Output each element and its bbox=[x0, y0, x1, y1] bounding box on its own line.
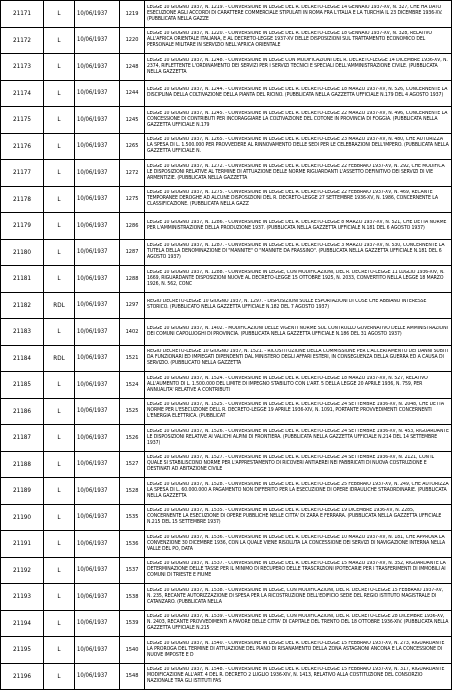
record-number: 21174 bbox=[1, 80, 44, 107]
record-description-cell bbox=[145, 584, 452, 611]
record-page-number: 1286 bbox=[120, 213, 145, 240]
record-description: LEGGE 10 GIUGNO 1937, N. 1265. - CONVERSIONE IN LEGGE DEL R. DECRETO-LEGGE 23 MARZO 1937-XV, N. 480, CHE AUTORIZZA LA SPESA DI L. 1.500.000 PER PROVVEDERE AL RINNOVAMENTO DELLE SEDI PER LE CELEBRAZIONI DELL'IMPERO. (PUBBLICATA NELLA GAZZETTA UFFICIALE N. bbox=[147, 137, 449, 155]
record-date: 10/06/1937 bbox=[75, 160, 120, 187]
record-date: 10/06/1937 bbox=[75, 186, 120, 213]
record-type: RDL bbox=[44, 292, 75, 319]
record-page-number: 1248 bbox=[120, 54, 145, 81]
record-description-cell bbox=[145, 239, 452, 266]
record-description: LEGGE 10 GIUGNO 1937, N. 1219. - CONVERSIONE IN LEGGE DEL R. DECRETO-LEGGE 14 GENNAIO 1937-XV, N. 327, CHE HA DATO ESECUZIONE AGLI ACCORDI DI CARATTERE COMMERCIALE STIPULATI IN ROMA FRA L'ITALIA E LA TURCHIA IL 23 DICEMBRE 1936-XV. (PUBBLICATA NELLA GAZZE bbox=[147, 4, 443, 22]
record-type: L bbox=[44, 1, 75, 28]
record-date: 10/06/1937 bbox=[75, 266, 120, 293]
record-description: LEGGE 10 GIUGNO 1937, N. 1539. - CONVERSIONE IN LEGGE, CON MODIFICAZIONI, DEL R. DECRETO-LEGGE 28 DICEMBRE 1936-XV, N. 2403, RECANTE PROVVEDIMENTI A FAVORE DELLE CITTA' DI CAPITALE DEL TRENTO DEL 18 OTTOBRE 1936-XIV. (PUBBLICATA NELLA GAZZETTA UFFICIALE N.215 bbox=[147, 614, 449, 632]
record-type: L bbox=[44, 160, 75, 187]
record-description: LEGGE 10 GIUGNO 1937, N. 1528. - CONVERSIONE IN LEGGE DEL R. DECRETO-LEGGE 25 FEBBRAIO 1937-XV, N. 249, CHE AUTORIZZA LA SPESA DI L. 60.000.000 A PAGAMENTO NON DIFFERITO PER LA ESECUZIONE DI OPERE IDRAULICHE STRAORDINARIE. (PUBBLICATA NELLA GAZZETTA bbox=[147, 481, 449, 499]
table-row bbox=[1, 531, 452, 558]
record-description-cell bbox=[145, 372, 452, 399]
record-type: L bbox=[44, 107, 75, 134]
record-page-number: 1220 bbox=[120, 27, 145, 54]
record-page-number: 1219 bbox=[120, 1, 145, 28]
record-number: 21175 bbox=[1, 107, 44, 134]
record-description-cell bbox=[145, 213, 452, 240]
record-page-number: 1535 bbox=[120, 504, 145, 531]
record-number: 21171 bbox=[1, 1, 44, 28]
record-description: LEGGE 10 GIUGNO 1937, N. 1538. - CONVERSIONE IN LEGGE, CON MODIFICAZIONI, DEL R. DECRETO-LEGGE 15 FEBBRAIO 1937-XV, N. 235, RECANTE AUTORIZZAZIONE DI SPESA PER LA RICOSTRUZIONE DELL'EDIFICIO SEDE DEL REGIO ISTITUTO MAGISTRALE DI CATANZARO. (PUBBLICATA NELLA bbox=[147, 587, 444, 605]
record-description: REGIO DECRETO-LEGGE 10 GIUGNO 1937, N. 1521. - RICOSTITUZIONE DELLA COMMISSIONE PER L'ACCERTAMENTO DEI DANNI SUBITI DA FUNZIONARI ED IMPIEGATI DIPENDENTI DAL MINISTERO DEGLI AFFARI ESTERI, IN CONSEGUENZA DELLA GUERRA ED A CAUSA DI SERVIZIO. (PUBBLICATO NELLA GAZZETTA bbox=[147, 349, 449, 367]
record-type: L bbox=[44, 319, 75, 346]
record-date: 10/06/1937 bbox=[75, 1, 120, 28]
record-type: L bbox=[44, 398, 75, 425]
record-date: 10/06/1937 bbox=[75, 451, 120, 478]
record-description-cell bbox=[145, 398, 452, 425]
table-row bbox=[1, 504, 452, 531]
record-type: L bbox=[44, 557, 75, 584]
record-description: LEGGE 10 GIUGNO 1937, N. 1537. - CONVERSIONE IN LEGGE DEL R. DECRETO-LEGGE 15 MARZO 1937-XV, N. 352, RIGUARDANTE LA DETERMINAZIONE DELLE TASSE PER IL MINIMO DI RECUPERO DELLE TRASCRIZIONI IPOTECARIE PER I TRASFERIMENTI DI IMMOBILI AI COMUNI DI TRIESTE E FIUME bbox=[147, 561, 446, 579]
record-number: 21184 bbox=[1, 345, 44, 372]
record-type: L bbox=[44, 504, 75, 531]
record-page-number: 1548 bbox=[120, 663, 145, 690]
record-date: 10/06/1937 bbox=[75, 319, 120, 346]
record-description: REGIO DECRETO-LEGGE 10 GIUGNO 1937, N. 1297. - DISPOSIZIONI SULLE ESPORTAZIONI DI COSE CHE ABBIANO INTERESSE STORICO. (PUBBLICATO NELLA GAZZETTA UFFICIALE N.182 DEL 7 AGOSTO 1937) bbox=[147, 299, 427, 311]
record-date: 10/06/1937 bbox=[75, 425, 120, 452]
record-number: 21194 bbox=[1, 610, 44, 637]
table-row bbox=[1, 213, 452, 240]
record-description-cell bbox=[145, 160, 452, 187]
record-page-number: 1272 bbox=[120, 160, 145, 187]
record-page-number: 1524 bbox=[120, 372, 145, 399]
table-row bbox=[1, 398, 452, 425]
record-date: 10/06/1937 bbox=[75, 133, 120, 160]
record-number: 21176 bbox=[1, 133, 44, 160]
record-description: LEGGE 10 GIUGNO 1937, N. 1287. - CONVERSIONE IN LEGGE DEL R. DECRETO-LEGGE 3 MARZO 1937-XV, N. 530, CONCERNENTE LA TUTELA DELLA DENOMINAZIONE DI "MANNITE" O "MANNITE DA FRASSINO". (PUBBLICATA NELLA GAZZETTA UFFICIALE N.181 DEL 6 AGOSTO 1937) bbox=[147, 243, 445, 261]
record-type: L bbox=[44, 531, 75, 558]
record-number: 21173 bbox=[1, 54, 44, 81]
record-type: L bbox=[44, 213, 75, 240]
record-date: 10/06/1937 bbox=[75, 584, 120, 611]
record-description-cell bbox=[145, 133, 452, 160]
record-description: LEGGE 10 GIUGNO 1937, N. 1540. - CONVERSIONE IN LEGGE DEL R. DECRETO-LEGGE 15 FEBBRAIO 1937-XV, N. 273, RIGUARDANTE LA PROROGA DEL TERMINE DI ATTUAZIONE DEL PIANO DI RISANAMENTO DELLA ZONA ASTAGNONI ANCONA E LA CONCESSIONE DI NUOVE IMPOSTE E D bbox=[147, 640, 445, 658]
table-row bbox=[1, 557, 452, 584]
record-page-number: 1287 bbox=[120, 239, 145, 266]
record-type: L bbox=[44, 584, 75, 611]
record-page-number: 1521 bbox=[120, 345, 145, 372]
table-row bbox=[1, 160, 452, 187]
record-type: L bbox=[44, 27, 75, 54]
record-description: LEGGE 10 GIUGNO 1937, N. 1244. - CONVERSIONE IN LEGGE DEL R. DECRETO-LEGGE 18 MARZO 1937-XV, N. 526, CONCERNENTE LA DISCIPLINA DELLA COLTIVAZIONE DELLA PIANTA DEL RICINO. (PUBBLICATA NELLA GAZZETTA UFFICIALE N.179 DEL 4 AGOSTO 1937) bbox=[147, 87, 448, 99]
record-description-cell bbox=[145, 292, 452, 319]
record-date: 10/06/1937 bbox=[75, 504, 120, 531]
record-date: 10/06/1937 bbox=[75, 531, 120, 558]
record-description-cell bbox=[145, 557, 452, 584]
table-row bbox=[1, 663, 452, 690]
table-row bbox=[1, 372, 452, 399]
record-description: LEGGE 10 GIUGNO 1937, N. 1527. - CONVERSIONE IN LEGGE DEL R. DECRETO-LEGGE 24 SETTEMBRE 1936-XV, N. 2121, CON IL QUALE SI STABILISCONO NORME PER L'APPRESTAMENTO DI RICOVERI ANTIAEREI NEI FABBRICATI DI NUOVA COSTRUZIONE E DESTINATI AD ABITAZIONE CIVILE bbox=[147, 455, 435, 473]
table-row bbox=[1, 292, 452, 319]
table-row bbox=[1, 186, 452, 213]
table-row bbox=[1, 54, 452, 81]
record-description-cell bbox=[145, 345, 452, 372]
record-page-number: 1245 bbox=[120, 107, 145, 134]
record-type: L bbox=[44, 133, 75, 160]
record-date: 10/06/1937 bbox=[75, 637, 120, 664]
record-description-cell bbox=[145, 425, 452, 452]
table-row bbox=[1, 319, 452, 346]
record-date: 10/06/1937 bbox=[75, 213, 120, 240]
record-number: 21192 bbox=[1, 557, 44, 584]
record-type: L bbox=[44, 372, 75, 399]
record-date: 10/06/1937 bbox=[75, 239, 120, 266]
record-number: 21186 bbox=[1, 398, 44, 425]
record-date: 10/06/1937 bbox=[75, 398, 120, 425]
table-row bbox=[1, 637, 452, 664]
record-description: LEGGE 10 GIUGNO 1937, N. 1275. - CONVERSIONE IN LEGGE DEL R. DECRETO-LEGGE 22 FEBBRAIO 1937-XV, N. 469, RECANTE TEMPORANEE DEROGHE AD ALCUNE DISPOSIZIONI DEL R. DECRETO-LEGGE 27 SETTEMBRE 1936-XV, N. 1986, CONCERNENTE LA CLASSIFICAZIONE. (PUBBLICATA NELLA GAZZ bbox=[147, 190, 438, 208]
record-description-cell bbox=[145, 478, 452, 505]
table-row bbox=[1, 584, 452, 611]
record-date: 10/06/1937 bbox=[75, 292, 120, 319]
record-number: 21190 bbox=[1, 504, 44, 531]
record-description: LEGGE 10 GIUGNO 1937, N. 1288. - CONVERSIONE IN LEGGE, CON MODIFICAZIONI, DEL R. DECRETO-LEGGE 11 LUGLIO 1936-XIV, N. 1669, RIGUARDANTE DISPOSIZIONI NUOVE AL DECRETO-LEGGE 15 OTTOBRE 1925, N. 2033, CONVERTITO NELLA LEGGE 18 MARZO 1926, N. 562, CONC bbox=[147, 269, 445, 287]
record-type: L bbox=[44, 451, 75, 478]
record-number: 21181 bbox=[1, 266, 44, 293]
record-page-number: 1539 bbox=[120, 610, 145, 637]
record-date: 10/06/1937 bbox=[75, 372, 120, 399]
record-description-cell bbox=[145, 504, 452, 531]
record-date: 10/06/1937 bbox=[75, 107, 120, 134]
record-page-number: 1244 bbox=[120, 80, 145, 107]
record-description-cell bbox=[145, 531, 452, 558]
record-description-cell bbox=[145, 663, 452, 690]
record-type: L bbox=[44, 637, 75, 664]
record-description: LEGGE 10 GIUGNO 1937, N. 1526. - CONVERSIONE IN LEGGE DEL R. DECRETO-LEGGE 24 SETTEMBRE 1936-XV, N. 453, RIGUARDANTE LE DISPOSIZIONI RELATIVE AI VALICHI ALPINI DI FRONTIERA. (PUBBLICATA NELLA GAZZETTA UFFICIALE N.214 DEL 14 SETTEMBRE 1937) bbox=[147, 428, 449, 446]
table-row bbox=[1, 345, 452, 372]
record-date: 10/06/1937 bbox=[75, 27, 120, 54]
table-row bbox=[1, 425, 452, 452]
record-number: 21172 bbox=[1, 27, 44, 54]
record-date: 10/06/1937 bbox=[75, 54, 120, 81]
record-page-number: 1265 bbox=[120, 133, 145, 160]
table-row bbox=[1, 107, 452, 134]
record-description: LEGGE 10 GIUGNO 1937, N. 1535. - CONVERSIONE IN LEGGE DEL R. DECRETO-LEGGE 19 DICEMBRE 1936-XV, N. 2285, CONCERNENTE LA ESECUZIONE DI OPERE PUBBLICHE NELLE CITTA' DI ZARA E FERRARA. (PUBBLICATA NELLA GAZZETTA UFFICIALE N.215 DEL 15 SETTEMBRE 1937) bbox=[147, 508, 442, 526]
table-row bbox=[1, 610, 452, 637]
table-row bbox=[1, 451, 452, 478]
record-number: 21178 bbox=[1, 186, 44, 213]
record-page-number: 1540 bbox=[120, 637, 145, 664]
record-description: LEGGE 10 GIUGNO 1937, N. 1402. - MODIFICAZIONI DELLE VIGENTI NORME SUL CONTROLLO GOVERNATIVO DELLE AMMINISTRAZIONI DEI COMUNI CAPOLUOGHI DI PROVINCIA. (PUBBLICATA NELLA GAZZETTA UFFICIALE N.186 DEL 31 AGOSTO 1937) bbox=[147, 325, 448, 337]
record-description-cell bbox=[145, 27, 452, 54]
record-date: 10/06/1937 bbox=[75, 345, 120, 372]
table-row bbox=[1, 266, 452, 293]
record-description: LEGGE 10 GIUGNO 1937, N. 1524. - CONVERSIONE IN LEGGE DEL R. DECRETO-LEGGE 18 MARZO 1937-XV, N. 527, RELATIVO ALL'AUMENTO DI L. 1.500.000 DEL LIMITE DI IMPEGNO STABILITO CON L'ART. 5 DELLA LEGGE 20 APRILE 1936, N. 759, PER ANNUALITA' RELATIVE A CONTRIBUTI bbox=[147, 375, 428, 393]
record-date: 10/06/1937 bbox=[75, 610, 120, 637]
record-description-cell bbox=[145, 451, 452, 478]
record-description-cell bbox=[145, 107, 452, 134]
record-description-cell bbox=[145, 80, 452, 107]
record-number: 21182 bbox=[1, 292, 44, 319]
record-number: 21196 bbox=[1, 663, 44, 690]
record-number: 21183 bbox=[1, 319, 44, 346]
record-date: 10/06/1937 bbox=[75, 557, 120, 584]
record-page-number: 1525 bbox=[120, 398, 145, 425]
record-description: LEGGE 10 GIUGNO 1937, N. 1272. - CONVERSIONE IN LEGGE DEL R. DECRETO-LEGGE 22 FEBBRAIO 1937-XV, N. 292, CHE MODIFICA LE DISPOSIZIONI RELATIVE AL TERMINE DI ATTUAZIONE DELLE NORME RIGUARDANTI L'ASSETTO DEFINITIVO DEI SERVIZI DI VIE ARMENTIZIE. (PUBBLICATA NELLA GAZZETTA bbox=[147, 163, 445, 181]
record-date: 10/06/1937 bbox=[75, 663, 120, 690]
record-type: L bbox=[44, 186, 75, 213]
record-number: 21187 bbox=[1, 425, 44, 452]
table-row bbox=[1, 239, 452, 266]
record-type: L bbox=[44, 239, 75, 266]
record-number: 21179 bbox=[1, 213, 44, 240]
table-row bbox=[1, 1, 452, 28]
record-page-number: 1527 bbox=[120, 451, 145, 478]
record-number: 21195 bbox=[1, 637, 44, 664]
record-type: L bbox=[44, 478, 75, 505]
record-number: 21180 bbox=[1, 239, 44, 266]
record-description: LEGGE 10 GIUGNO 1937, N. 1220. - CONVERSIONE IN LEGGE DEL R. DECRETO-LEGGE 18 GENNAIO 1937-XV, N. 328, RELATIVO ALL'AFRICA ORIENTALE ITALIANA, E AL DECRETO-LEGGE 1937-XV DELLE DISPOSIZIONI SUL TRATTAMENTO ECONOMICO DEL PERSONALE MILITARE IN SERVIZIO NELL'AFRICA ORIENTALE bbox=[147, 31, 432, 49]
table-row bbox=[1, 478, 452, 505]
record-page-number: 1297 bbox=[120, 292, 145, 319]
record-type: L bbox=[44, 610, 75, 637]
record-number: 21177 bbox=[1, 160, 44, 187]
record-page-number: 1288 bbox=[120, 266, 145, 293]
record-type: L bbox=[44, 80, 75, 107]
table-row bbox=[1, 80, 452, 107]
record-description: LEGGE 10 GIUGNO 1937, N. 1536. - CONVERSIONE IN LEGGE DEL R. DECRETO-LEGGE 10 MARZO 1937-XV, N. 181, CHE APPROVA LA CONVENZIONE 30 DICEMBRE 1936, CON LA QUALE VIENE RISOLUTA LA CONCESSIONE DEI SERVIZI DI NAVIGAZIONE INTERNA NELLA VALLE DEL PO, DATA bbox=[147, 534, 446, 552]
table-row bbox=[1, 27, 452, 54]
record-type: L bbox=[44, 266, 75, 293]
record-type: L bbox=[44, 54, 75, 81]
record-description-cell bbox=[145, 186, 452, 213]
record-number: 21188 bbox=[1, 451, 44, 478]
record-type: L bbox=[44, 425, 75, 452]
record-page-number: 1402 bbox=[120, 319, 145, 346]
record-description-cell bbox=[145, 610, 452, 637]
record-number: 21189 bbox=[1, 478, 44, 505]
record-page-number: 1538 bbox=[120, 584, 145, 611]
record-description: LEGGE 10 GIUGNO 1937, N. 1548. - CONVERSIONE IN LEGGE DEL R. DECRETO-LEGGE 15 FEBBRAIO 1937-XV, N. 317, RIGUARDANTE MODIFICAZIONE ALL'ART. 4 DEL R. DECRETO 2 LUGLIO 1936-XIV, N. 1413, RELATIVO ALLA COSTITUZIONE DEL CONSORZIO NAZIONALE TRA GLI ISTITUTI FAS bbox=[147, 667, 445, 685]
record-description-cell bbox=[145, 637, 452, 664]
record-page-number: 1537 bbox=[120, 557, 145, 584]
record-type: L bbox=[44, 663, 75, 690]
record-type: RDL bbox=[44, 345, 75, 372]
record-number: 21191 bbox=[1, 531, 44, 558]
record-date: 10/06/1937 bbox=[75, 80, 120, 107]
record-page-number: 1526 bbox=[120, 425, 145, 452]
record-page-number: 1536 bbox=[120, 531, 145, 558]
record-description: LEGGE 10 GIUGNO 1937, N. 1248. - CONVERSIONE IN LEGGE CON MODIFICAZIONI DEL R. DECRETO-LEGGE 14 DICEMBRE 1936-XV, N. 2374, RIFLETTENTE L'ORDINAMENTO DEI SERVIZI PER I SERVIZI TECNICI E SPECIALI DELL'AMMINISTRAZIONE CIVILE. (PUBBLICATA NELLA GAZZETTA bbox=[147, 57, 448, 75]
registry-body bbox=[1, 1, 452, 690]
record-date: 10/06/1937 bbox=[75, 478, 120, 505]
record-description-cell bbox=[145, 319, 452, 346]
record-number: 21185 bbox=[1, 372, 44, 399]
table-row bbox=[1, 133, 452, 160]
record-page-number: 1275 bbox=[120, 186, 145, 213]
record-description-cell bbox=[145, 1, 452, 28]
record-description-cell bbox=[145, 54, 452, 81]
record-number: 21193 bbox=[1, 584, 44, 611]
record-description: LEGGE 10 GIUGNO 1937, N. 1525. - CONVERSIONE IN LEGGE DEL R. DECRETO-LEGGE 24 SETTEMBRE 1936-XV, N. 2048, CHE DETTA NORME PER L'ESECUZIONE DELL R. DECRETO-LEGGE 19 APRILE 1936-XIV, N. 1091, PORTANTE PROVVEDIMENTI CONCERNENTI L'ENERGIA ELETTRICA. (PUBBLICAT bbox=[147, 402, 444, 420]
record-description: LEGGE 10 GIUGNO 1937, N. 1245. - CONVERSIONE IN LEGGE DEL R. DECRETO-LEGGE 22 MARZO 1937-XV, N. 496, CONCERNENTE LA CONCESSIONE DI CONTRIBUTI PER INCORAGGIARE LA COLTIVAZIONE DEL COTONE IN PROVINCIA DI FOGGIA. (PUBBLICATA NELLA GAZZETTA UFFICIALE N.179 bbox=[147, 110, 448, 128]
record-description: LEGGE 10 GIUGNO 1937, N. 1286. - CONVERSIONE IN LEGGE DEL R. DECRETO-LEGGE 8 MARZO 1937-XV, N. 521, CHE DETTA NORME PER L'AMMINISTRAZIONE DELLA PRODUZIONE 1937. (PUBBLICATA NELLA GAZZETTA UFFICIALE N.181 DEL 6 AGOSTO 1937) bbox=[147, 219, 447, 231]
record-page-number: 1528 bbox=[120, 478, 145, 505]
record-description-cell bbox=[145, 266, 452, 293]
